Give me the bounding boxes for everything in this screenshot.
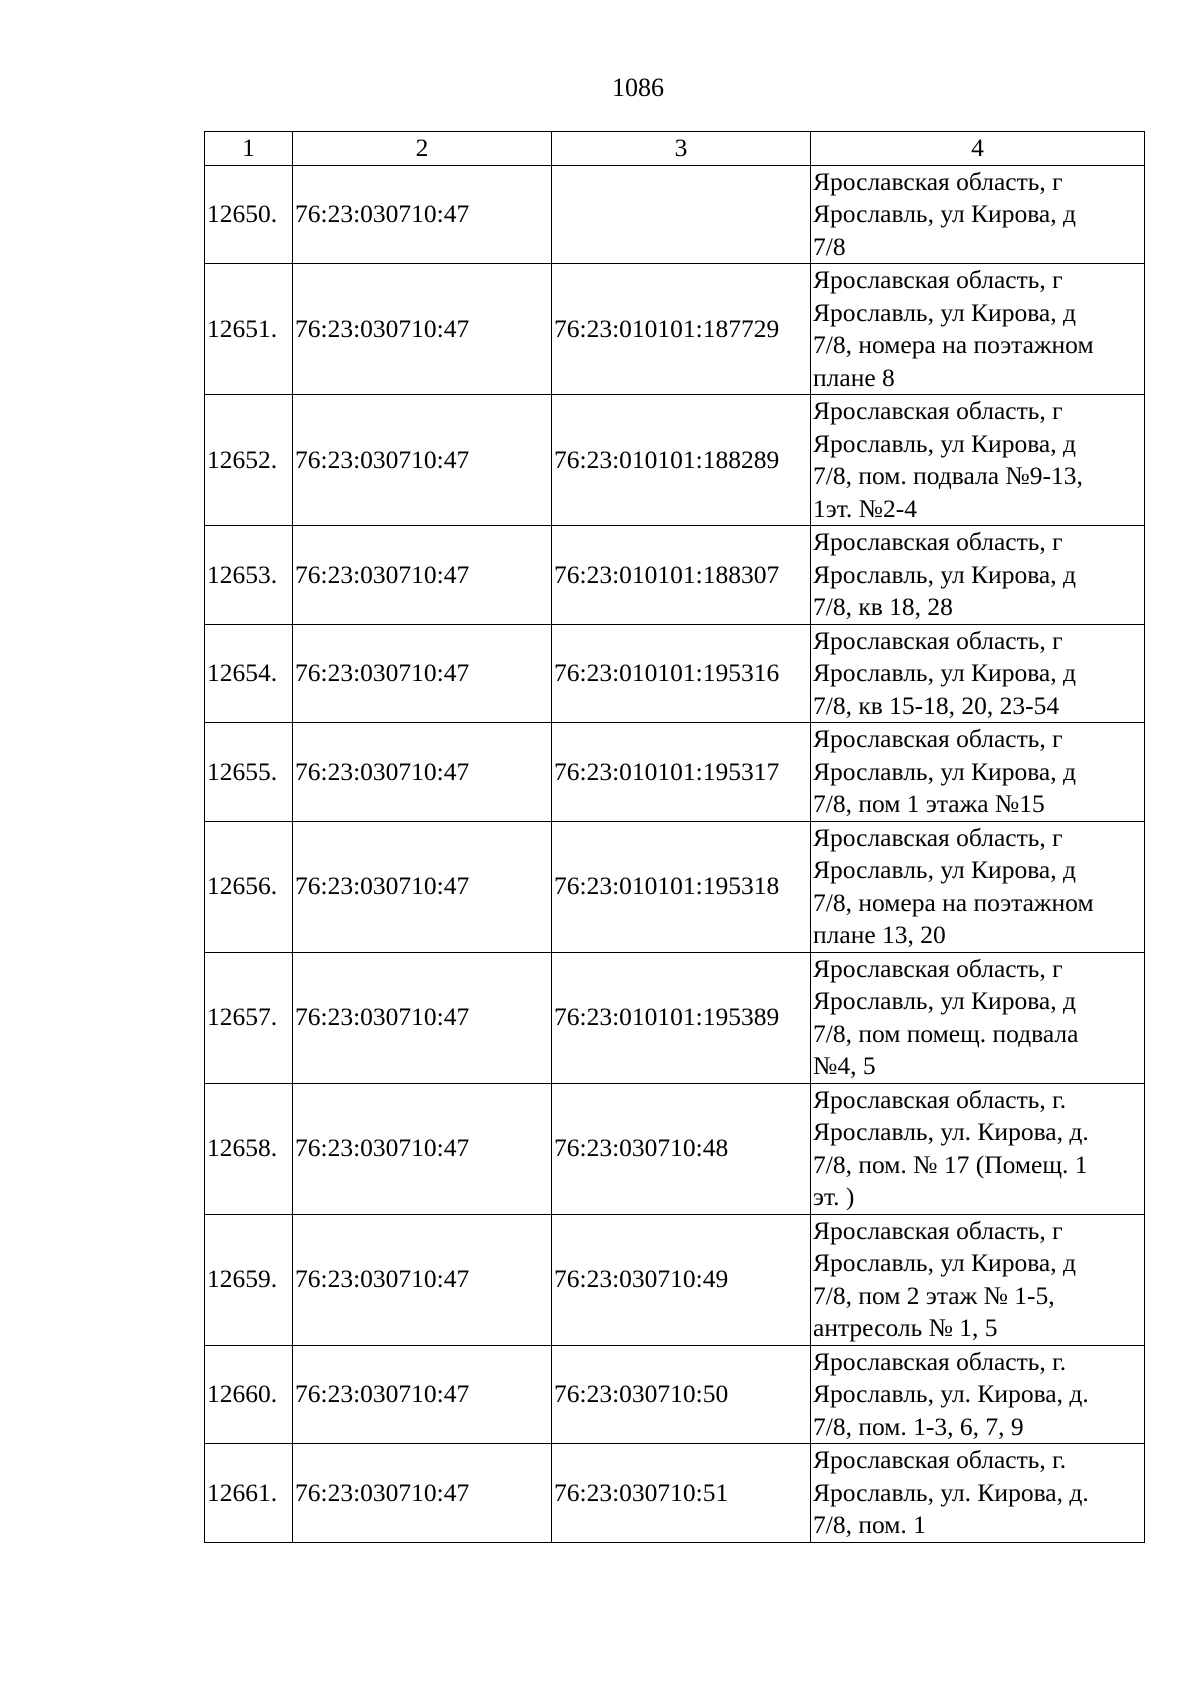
header-col-1: 1: [205, 132, 293, 166]
related-cadastral-number: 76:23:010101:195318: [552, 821, 811, 952]
address-line: №4, 5: [813, 1051, 876, 1080]
address-cell: [811, 264, 1145, 395]
header-col-4: 4: [811, 132, 1145, 166]
address-cell: [811, 1345, 1145, 1444]
row-number: 12652.: [205, 395, 293, 526]
address-cell: [811, 1214, 1145, 1345]
table-row: [205, 264, 1145, 395]
table-row: [205, 1444, 1145, 1543]
address-line: Ярославль, ул. Кирова, д.: [813, 1117, 1089, 1146]
address-line: Ярославль, ул Кирова, д: [813, 428, 1076, 458]
address-line: 7/8, пом помещ. подвала: [813, 1018, 1079, 1048]
address-line: Ярославль, ул. Кирова, д.: [813, 1379, 1089, 1408]
table-row: [205, 1214, 1145, 1345]
cadastral-number: 76:23:030710:47: [293, 165, 552, 264]
address-cell: [811, 624, 1145, 723]
table-row: [205, 395, 1145, 526]
address-cell: [811, 165, 1145, 264]
cadastral-number: 76:23:030710:47: [293, 821, 552, 952]
address-line: плане 13, 20: [813, 920, 946, 949]
table-row: [205, 165, 1145, 264]
row-number: 12660.: [205, 1345, 293, 1444]
row-number: 12659.: [205, 1214, 293, 1345]
cadastral-number: 76:23:030710:47: [293, 723, 552, 822]
related-cadastral-number: 76:23:010101:188307: [552, 526, 811, 625]
cadastral-number: 76:23:030710:47: [293, 526, 552, 625]
address-line: Ярославская область, г: [813, 724, 1063, 753]
address-line: Ярославская область, г.: [813, 1084, 1067, 1114]
cadastral-number: 76:23:030710:47: [293, 1214, 552, 1345]
address-line: 7/8, номера на поэтажном: [813, 330, 1094, 359]
address-line: эт. ): [813, 1182, 855, 1211]
cadastral-number: 76:23:030710:47: [293, 264, 552, 395]
related-cadastral-number: 76:23:010101:195317: [552, 723, 811, 822]
address-line: 7/8, кв 15-18, 20, 23-54: [813, 690, 1060, 720]
row-number: 12654.: [205, 624, 293, 723]
table-body: [205, 165, 1145, 1542]
related-cadastral-number: 76:23:030710:50: [552, 1345, 811, 1444]
address-line: 7/8, пом 2 этаж № 1-5,: [813, 1280, 1055, 1310]
cadastral-number: 76:23:030710:47: [293, 1345, 552, 1444]
address-line: Ярославль, ул. Кирова, д.: [813, 1477, 1089, 1507]
address-line: 7/8, пом. 1-3, 6, 7, 9: [813, 1411, 1024, 1441]
address-line: Ярославль, ул Кирова, д: [813, 559, 1076, 589]
related-cadastral-number: 76:23:010101:188289: [552, 395, 811, 526]
header-col-3: 3: [552, 132, 811, 166]
address-cell: [811, 1444, 1145, 1543]
header-col-2: 2: [293, 132, 552, 166]
cadastral-number: 76:23:030710:47: [293, 1083, 552, 1214]
address-line: Ярославская область, г.: [813, 1346, 1067, 1376]
table-row: [205, 1345, 1145, 1444]
related-cadastral-number: 76:23:010101:195389: [552, 952, 811, 1083]
address-line: 1эт. №2-4: [813, 493, 917, 523]
address-line: Ярославль, ул Кирова, д: [813, 855, 1076, 884]
table-row: [205, 952, 1145, 1083]
address-line: 7/8, кв 18, 28: [813, 592, 953, 621]
cadastral-number: 76:23:030710:47: [293, 395, 552, 526]
address-line: Ярославская область, г: [813, 265, 1063, 294]
related-cadastral-number: 76:23:030710:51: [552, 1444, 811, 1543]
row-number: 12651.: [205, 264, 293, 395]
page-number: 1086: [612, 73, 664, 102]
row-number: 12657.: [205, 952, 293, 1083]
address-line: Ярославская область, г: [813, 396, 1063, 425]
header-row: [205, 132, 1145, 166]
row-number: 12658.: [205, 1083, 293, 1214]
row-number: 12655.: [205, 723, 293, 822]
table-row: [205, 1083, 1145, 1214]
address-line: Ярославская область, г: [813, 822, 1063, 852]
address-line: Ярославль, ул Кирова, д: [813, 756, 1076, 786]
related-cadastral-number: 76:23:030710:49: [552, 1214, 811, 1345]
address-cell: [811, 1083, 1145, 1214]
table-row: [205, 526, 1145, 625]
table-row: [205, 624, 1145, 723]
address-line: 7/8: [813, 231, 846, 261]
address-line: Ярославская область, г: [813, 527, 1063, 556]
registry-table: [204, 131, 1145, 1543]
address-line: Ярославль, ул Кирова, д: [813, 986, 1076, 1015]
address-cell: [811, 821, 1145, 952]
address-line: Ярославль, ул Кирова, д: [813, 1248, 1076, 1277]
address-cell: [811, 395, 1145, 526]
table-row: [205, 723, 1145, 822]
address-line: 7/8, пом. 1: [813, 1510, 926, 1539]
address-line: 7/8, номера на поэтажном: [813, 887, 1094, 917]
row-number: 12661.: [205, 1444, 293, 1543]
address-cell: [811, 526, 1145, 625]
row-number: 12656.: [205, 821, 293, 952]
address-line: 7/8, пом. подвала №9-13,: [813, 461, 1083, 490]
address-line: Ярославль, ул Кирова, д: [813, 658, 1076, 687]
related-cadastral-number: 76:23:010101:187729: [552, 264, 811, 395]
table-row: [205, 821, 1145, 952]
row-number: 12650.: [205, 165, 293, 264]
address-line: антресоль № 1, 5: [813, 1313, 998, 1342]
cadastral-number: 76:23:030710:47: [293, 624, 552, 723]
cadastral-number: 76:23:030710:47: [293, 952, 552, 1083]
related-cadastral-number: [552, 165, 811, 264]
address-line: Ярославская область, г: [813, 1215, 1063, 1245]
address-line: Ярославская область, г: [813, 953, 1063, 983]
address-cell: [811, 952, 1145, 1083]
row-number: 12653.: [205, 526, 293, 625]
address-line: Ярославская область, г.: [813, 1445, 1067, 1474]
address-line: Ярославская область, г: [813, 166, 1063, 196]
related-cadastral-number: 76:23:010101:195316: [552, 624, 811, 723]
related-cadastral-number: 76:23:030710:48: [552, 1083, 811, 1214]
cadastral-number: 76:23:030710:47: [293, 1444, 552, 1543]
address-line: Ярославль, ул Кирова, д: [813, 297, 1076, 327]
address-cell: [811, 723, 1145, 822]
address-line: Ярославская область, г: [813, 625, 1063, 655]
address-line: плане 8: [813, 362, 895, 392]
address-line: 7/8, пом. № 17 (Помещ. 1: [813, 1149, 1088, 1179]
address-line: 7/8, пом 1 этажа №15: [813, 789, 1045, 818]
address-line: Ярославль, ул Кирова, д: [813, 199, 1076, 228]
